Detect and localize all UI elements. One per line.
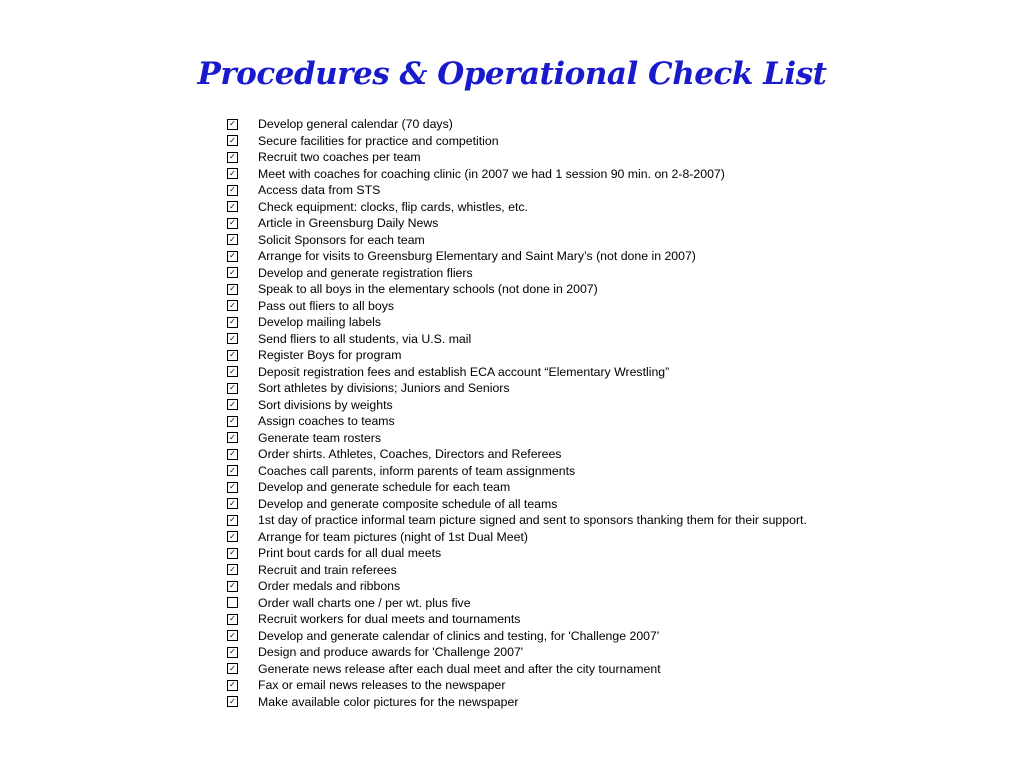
checklist-item-label: Article in Greensburg Daily News xyxy=(258,216,439,231)
checklist-item-label: Meet with coaches for coaching clinic (in 2007 we had 1 session 90 min. on 2-8-2007) xyxy=(258,166,725,181)
checklist-item-label: Assign coaches to teams xyxy=(258,414,395,429)
checked-box-icon[interactable]: ✓ xyxy=(227,383,238,394)
checklist-item-label: Design and produce awards for 'Challenge 2007' xyxy=(258,645,524,660)
checklist-item-label: Order wall charts one / per wt. plus five xyxy=(258,595,471,610)
checked-box-icon[interactable]: ✓ xyxy=(227,201,238,212)
checklist-item xyxy=(227,166,807,183)
checklist-item-label: Order medals and ribbons xyxy=(258,579,401,594)
checklist-item-label: Secure facilities for practice and competition xyxy=(258,133,499,148)
checked-box-icon[interactable]: ✓ xyxy=(227,482,238,493)
checklist-item xyxy=(227,661,807,678)
checklist-item xyxy=(227,298,807,315)
checked-box-icon[interactable]: ✓ xyxy=(227,564,238,575)
checklist-item-label: Sort athletes by divisions; Juniors and Seniors xyxy=(258,381,510,396)
checklist-item-label: Register Boys for program xyxy=(258,348,402,363)
checklist-item xyxy=(227,479,807,496)
checked-box-icon[interactable]: ✓ xyxy=(227,317,238,328)
checked-box-icon[interactable]: ✓ xyxy=(227,251,238,262)
checked-box-icon[interactable]: ✓ xyxy=(227,119,238,130)
checked-box-icon[interactable]: ✓ xyxy=(227,630,238,641)
checklist-item xyxy=(227,281,807,298)
checklist-item xyxy=(227,611,807,628)
checklist-item xyxy=(227,463,807,480)
unchecked-box-icon[interactable] xyxy=(227,597,238,608)
checked-box-icon[interactable]: ✓ xyxy=(227,366,238,377)
checklist-item xyxy=(227,248,807,265)
checklist-item xyxy=(227,149,807,166)
checked-box-icon[interactable]: ✓ xyxy=(227,614,238,625)
checklist-item-label: Develop general calendar (70 days) xyxy=(258,117,453,132)
checklist-item xyxy=(227,133,807,150)
checklist-item-label: Develop and generate composite schedule of all teams xyxy=(258,496,558,511)
checked-box-icon[interactable]: ✓ xyxy=(227,399,238,410)
checked-box-icon[interactable]: ✓ xyxy=(227,218,238,229)
checklist-item-label: Coaches call parents, inform parents of team assignments xyxy=(258,463,576,478)
checklist-item-label: Sort divisions by weights xyxy=(258,397,393,412)
checked-box-icon[interactable]: ✓ xyxy=(227,135,238,146)
checklist xyxy=(227,116,807,710)
checklist-item xyxy=(227,644,807,661)
checked-box-icon[interactable]: ✓ xyxy=(227,185,238,196)
checklist-item xyxy=(227,545,807,562)
checklist-item-label: Order shirts. Athletes, Coaches, Directors and Referees xyxy=(258,447,562,462)
checked-box-icon[interactable]: ✓ xyxy=(227,515,238,526)
checklist-item-label: Develop and generate calendar of clinics and testing, for 'Challenge 2007' xyxy=(258,628,660,643)
checklist-item xyxy=(227,397,807,414)
checked-box-icon[interactable]: ✓ xyxy=(227,498,238,509)
checklist-item-label: Pass out fliers to all boys xyxy=(258,298,395,313)
checked-box-icon[interactable]: ✓ xyxy=(227,300,238,311)
checked-box-icon[interactable]: ✓ xyxy=(227,234,238,245)
checklist-item xyxy=(227,562,807,579)
checklist-item xyxy=(227,116,807,133)
checked-box-icon[interactable]: ✓ xyxy=(227,449,238,460)
checklist-item xyxy=(227,677,807,694)
checked-box-icon[interactable]: ✓ xyxy=(227,465,238,476)
checked-box-icon[interactable]: ✓ xyxy=(227,416,238,427)
checklist-item xyxy=(227,413,807,430)
checklist-item-label: Solicit Sponsors for each team xyxy=(258,232,425,247)
checklist-item-label: Generate news release after each dual meet and after the city tournament xyxy=(258,661,661,676)
checklist-item-label: Fax or email news releases to the newspaper xyxy=(258,678,506,693)
checklist-item-label: Generate team rosters xyxy=(258,430,382,445)
checklist-item-label: Check equipment: clocks, flip cards, whistles, etc. xyxy=(258,199,528,214)
checklist-item-label: Print bout cards for all dual meets xyxy=(258,546,442,561)
checklist-item-label: Arrange for team pictures (night of 1st Dual Meet) xyxy=(258,529,528,544)
checklist-item xyxy=(227,265,807,282)
checklist-item-label: Recruit two coaches per team xyxy=(258,150,421,165)
checked-box-icon[interactable]: ✓ xyxy=(227,647,238,658)
checklist-item xyxy=(227,215,807,232)
checked-box-icon[interactable]: ✓ xyxy=(227,432,238,443)
checklist-item xyxy=(227,512,807,529)
checklist-item xyxy=(227,578,807,595)
checklist-item-label: Deposit registration fees and establish ECA account “Elementary Wrestling” xyxy=(258,364,670,379)
checked-box-icon[interactable]: ✓ xyxy=(227,663,238,674)
checklist-item-label: Develop mailing labels xyxy=(258,315,382,330)
checked-box-icon[interactable]: ✓ xyxy=(227,267,238,278)
checklist-item xyxy=(227,364,807,381)
checklist-item xyxy=(227,199,807,216)
checked-box-icon[interactable]: ✓ xyxy=(227,333,238,344)
checked-box-icon[interactable]: ✓ xyxy=(227,548,238,559)
checklist-item-label: Send fliers to all students, via U.S. mail xyxy=(258,331,472,346)
checklist-item xyxy=(227,430,807,447)
checklist-item xyxy=(227,380,807,397)
checklist-item xyxy=(227,529,807,546)
checklist-item xyxy=(227,595,807,612)
checked-box-icon[interactable]: ✓ xyxy=(227,680,238,691)
checklist-item-label: Speak to all boys in the elementary schools (not done in 2007) xyxy=(258,282,598,297)
checklist-item-label: Develop and generate schedule for each team xyxy=(258,480,511,495)
checked-box-icon[interactable]: ✓ xyxy=(227,152,238,163)
checklist-item xyxy=(227,331,807,348)
checklist-item xyxy=(227,347,807,364)
checklist-item-label: Recruit and train referees xyxy=(258,562,397,577)
checklist-item xyxy=(227,232,807,249)
checked-box-icon[interactable]: ✓ xyxy=(227,581,238,592)
checklist-item-label: Recruit workers for dual meets and tournaments xyxy=(258,612,521,627)
checklist-item-label: Access data from STS xyxy=(258,183,381,198)
checklist-item xyxy=(227,694,807,711)
checklist-item xyxy=(227,446,807,463)
checklist-item-label: Arrange for visits to Greensburg Elementary and Saint Mary’s (not done in 2007) xyxy=(258,249,696,264)
checklist-item-label: 1st day of practice informal team picture signed and sent to sponsors thanking them for their support. xyxy=(258,513,807,528)
checklist-item-label: Make available color pictures for the newspaper xyxy=(258,694,519,709)
checked-box-icon[interactable]: ✓ xyxy=(227,168,238,179)
checklist-item xyxy=(227,182,807,199)
checked-box-icon[interactable]: ✓ xyxy=(227,531,238,542)
checklist-item-label: Develop and generate registration fliers xyxy=(258,265,473,280)
checked-box-icon[interactable]: ✓ xyxy=(227,350,238,361)
checklist-item xyxy=(227,314,807,331)
page-title: Procedures & Operational Check List xyxy=(197,56,827,92)
checked-box-icon[interactable]: ✓ xyxy=(227,284,238,295)
checklist-item xyxy=(227,628,807,645)
checked-box-icon[interactable]: ✓ xyxy=(227,696,238,707)
checklist-item xyxy=(227,496,807,513)
